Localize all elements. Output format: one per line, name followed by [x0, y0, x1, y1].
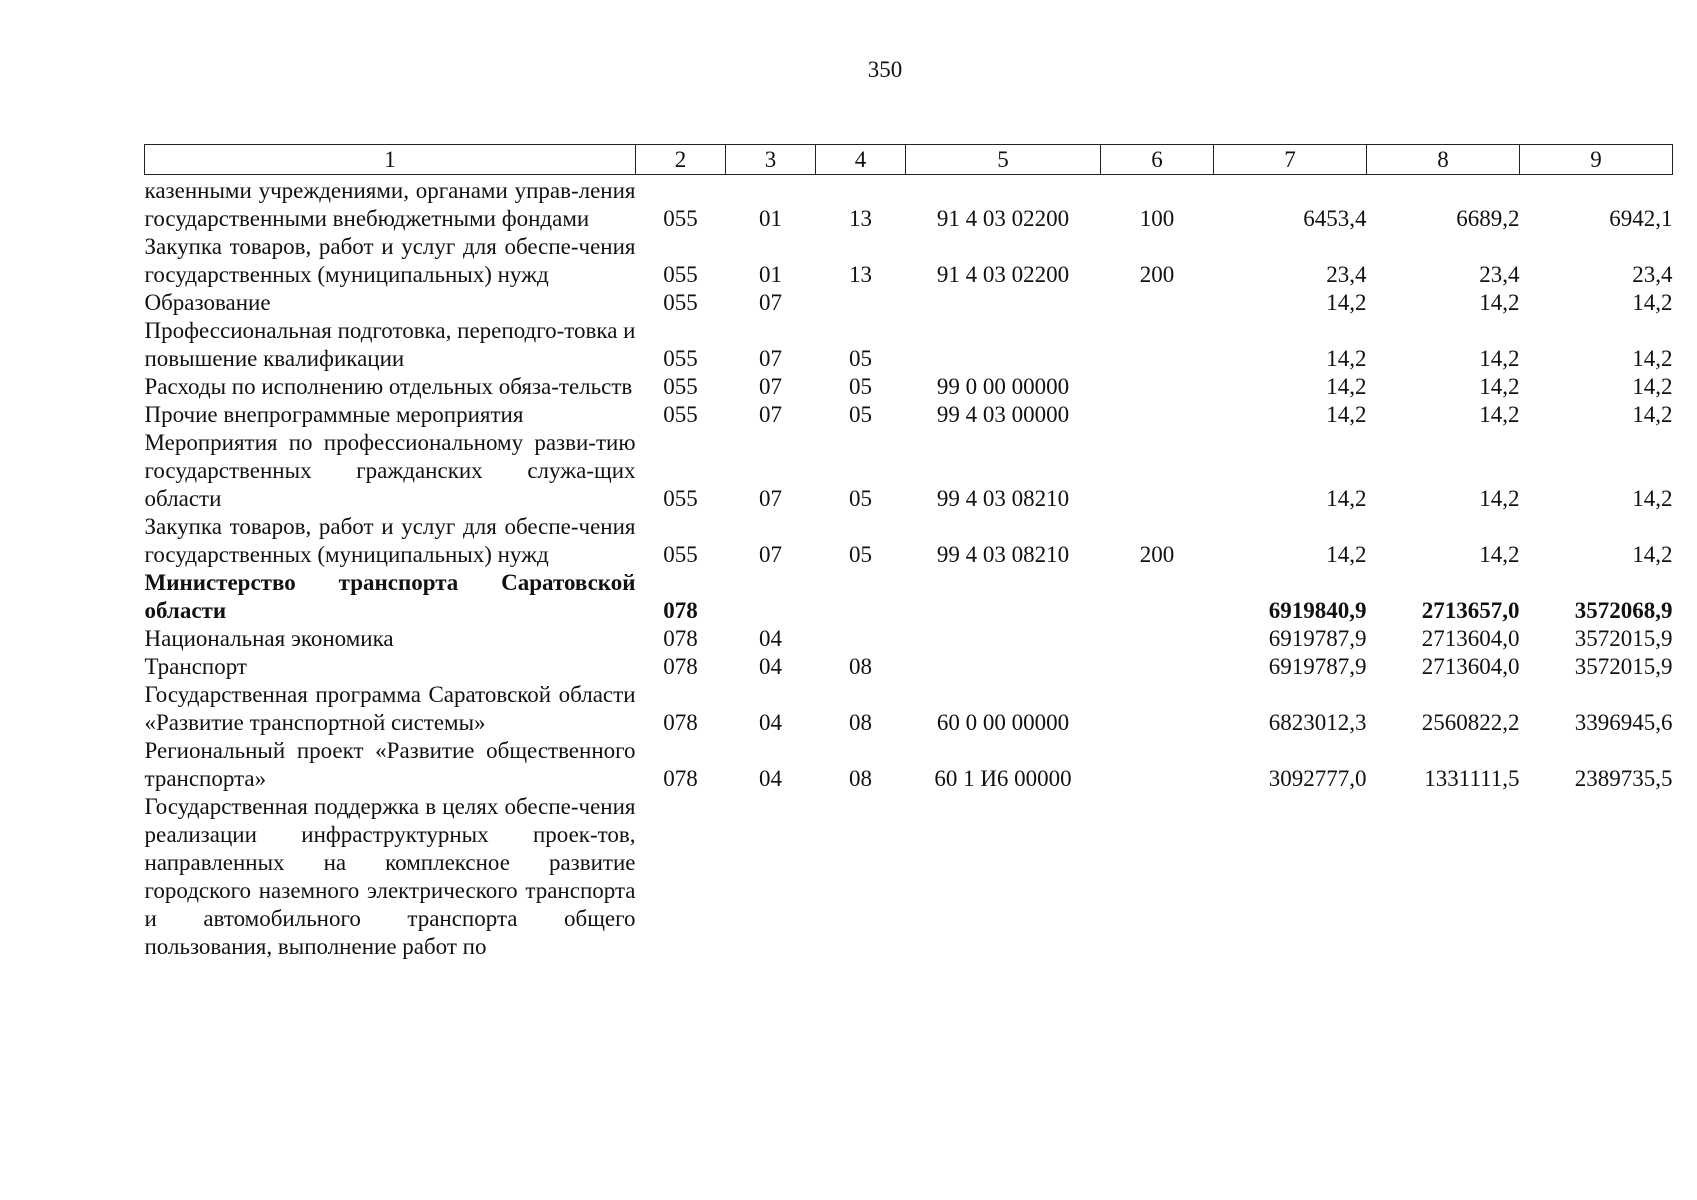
section-code: 01 — [759, 206, 782, 231]
amount-year-2: 2713657,0 — [1421, 598, 1520, 623]
table-row — [145, 793, 1673, 961]
amount-year-1: 6453,4 — [1303, 206, 1367, 231]
section-code: 04 — [759, 626, 782, 651]
amount-year-2: 2713604,0 — [1421, 654, 1520, 679]
table-row — [145, 175, 1673, 234]
table-row — [145, 681, 1673, 737]
row-name: Профессиональная подготовка, переподго-товка и повышение квалификации — [144, 318, 636, 371]
target-article-code — [906, 569, 1101, 625]
section-code: 04 — [759, 654, 782, 679]
ministry-code: 055 — [663, 542, 698, 567]
amount-year-3: 14,2 — [1632, 346, 1673, 371]
amount-year-3: 14,2 — [1632, 486, 1673, 511]
ministry-code: 078 — [663, 766, 698, 791]
subsection-code: 05 — [849, 486, 872, 511]
amount-year-2 — [1367, 793, 1520, 961]
ministry-code: 078 — [663, 710, 698, 735]
amount-year-3: 23,4 — [1632, 262, 1673, 287]
amount-year-3: 3572068,9 — [1574, 598, 1673, 623]
target-article-code — [906, 625, 1101, 653]
section-code: 07 — [759, 346, 782, 371]
subsection-code: 05 — [849, 346, 872, 371]
amount-year-1: 23,4 — [1326, 262, 1367, 287]
row-name: Национальная экономика — [144, 626, 394, 651]
column-header: 2 — [636, 145, 726, 175]
table-row — [145, 289, 1673, 317]
table-row — [145, 513, 1673, 569]
expense-type-code — [1101, 569, 1214, 625]
column-header: 9 — [1520, 145, 1673, 175]
amount-year-2: 14,2 — [1479, 374, 1520, 399]
section-code — [726, 793, 816, 961]
subsection-code — [816, 793, 906, 961]
expense-type-code — [1101, 681, 1214, 737]
expense-type-code — [1101, 289, 1214, 317]
table-row — [145, 233, 1673, 289]
amount-year-2: 6689,2 — [1456, 206, 1520, 231]
expense-type-code — [1101, 793, 1214, 961]
target-article-code — [906, 653, 1101, 681]
row-name: Министерство транспорта Саратовской области — [144, 570, 636, 623]
ministry-code: 078 — [663, 626, 698, 651]
column-header: 7 — [1214, 145, 1367, 175]
table-row — [145, 653, 1673, 681]
table-row — [145, 737, 1673, 793]
expense-type-code: 200 — [1139, 542, 1175, 567]
target-article-code — [906, 317, 1101, 373]
subsection-code: 05 — [849, 542, 872, 567]
row-name: Закупка товаров, работ и услуг для обеспе-чения государственных (муниципальных) нужд — [144, 234, 636, 287]
amount-year-1: 14,2 — [1326, 290, 1367, 315]
amount-year-2: 2713604,0 — [1421, 626, 1520, 651]
ministry-code: 055 — [663, 262, 698, 287]
subsection-code: 08 — [849, 654, 872, 679]
amount-year-1 — [1214, 793, 1367, 961]
amount-year-3: 2389735,5 — [1574, 766, 1673, 791]
amount-year-1: 6919840,9 — [1268, 598, 1367, 623]
column-header: 6 — [1101, 145, 1214, 175]
table-row — [145, 569, 1673, 625]
ministry-code: 078 — [663, 654, 698, 679]
ministry-code: 078 — [663, 598, 698, 623]
amount-year-3: 3396945,6 — [1574, 710, 1673, 735]
target-article-code: 99 4 03 08210 — [936, 486, 1070, 511]
amount-year-1: 14,2 — [1326, 346, 1367, 371]
column-header: 5 — [906, 145, 1101, 175]
row-name: Государственная программа Саратовской области «Развитие транспортной системы» — [144, 682, 636, 735]
amount-year-3: 14,2 — [1632, 290, 1673, 315]
amount-year-2: 14,2 — [1479, 402, 1520, 427]
row-name: Государственная поддержка в целях обеспе-чения реализации инфраструктурных проек-тов, направленных на комплексное развитие городского наземного электрического транспорта и автомобильного транспорта общего пользования, выполнение работ по — [144, 794, 636, 959]
ministry-code: 055 — [663, 290, 698, 315]
expense-type-code — [1101, 317, 1214, 373]
amount-year-2: 2560822,2 — [1421, 710, 1520, 735]
row-name: Мероприятия по профессиональному разви-тию государственных гражданских служа-щих области — [144, 430, 636, 511]
table-row — [145, 317, 1673, 373]
target-article-code: 99 0 00 00000 — [936, 374, 1070, 399]
subsection-code: 05 — [849, 374, 872, 399]
subsection-code: 05 — [849, 402, 872, 427]
target-article-code: 91 4 03 02200 — [936, 262, 1070, 287]
amount-year-1: 6919787,9 — [1268, 626, 1367, 651]
budget-table — [144, 144, 1673, 961]
section-code: 07 — [759, 374, 782, 399]
table-row — [145, 401, 1673, 429]
amount-year-3: 3572015,9 — [1574, 654, 1673, 679]
table-header-row — [145, 145, 1673, 175]
column-header: 1 — [145, 145, 636, 175]
expense-type-code: 100 — [1139, 206, 1175, 231]
amount-year-3: 6942,1 — [1609, 206, 1673, 231]
section-code: 07 — [759, 402, 782, 427]
section-code — [726, 569, 816, 625]
target-article-code: 91 4 03 02200 — [936, 206, 1070, 231]
section-code: 07 — [759, 290, 782, 315]
target-article-code — [906, 289, 1101, 317]
expense-type-code — [1101, 429, 1214, 513]
target-article-code — [906, 793, 1101, 961]
expense-type-code — [1101, 737, 1214, 793]
expense-type-code: 200 — [1139, 262, 1175, 287]
amount-year-1: 14,2 — [1326, 486, 1367, 511]
amount-year-3: 3572015,9 — [1574, 626, 1673, 651]
row-name: Региональный проект «Развитие общественного транспорта» — [144, 738, 636, 791]
ministry-code: 055 — [663, 206, 698, 231]
target-article-code: 60 0 00 00000 — [936, 710, 1070, 735]
amount-year-2: 1331111,5 — [1424, 766, 1520, 791]
amount-year-2: 14,2 — [1479, 290, 1520, 315]
ministry-code: 055 — [663, 346, 698, 371]
amount-year-3 — [1520, 793, 1673, 961]
amount-year-3: 14,2 — [1632, 402, 1673, 427]
target-article-code: 60 1 И6 00000 — [934, 766, 1072, 791]
table-row — [145, 429, 1673, 513]
expense-type-code — [1101, 653, 1214, 681]
expense-type-code — [1101, 625, 1214, 653]
expense-type-code — [1101, 373, 1214, 401]
subsection-code: 08 — [849, 710, 872, 735]
section-code: 04 — [759, 766, 782, 791]
subsection-code — [816, 289, 906, 317]
amount-year-2: 23,4 — [1479, 262, 1520, 287]
section-code: 07 — [759, 486, 782, 511]
ministry-code: 055 — [663, 486, 698, 511]
row-name: Прочие внепрограммные мероприятия — [144, 402, 524, 427]
amount-year-1: 3092777,0 — [1268, 766, 1367, 791]
page-number: 350 — [867, 57, 903, 82]
amount-year-1: 14,2 — [1326, 542, 1367, 567]
table-row — [145, 625, 1673, 653]
row-name: Транспорт — [144, 654, 247, 679]
amount-year-1: 6823012,3 — [1268, 710, 1367, 735]
section-code: 07 — [759, 542, 782, 567]
amount-year-2: 14,2 — [1479, 346, 1520, 371]
subsection-code: 08 — [849, 766, 872, 791]
amount-year-1: 6919787,9 — [1268, 654, 1367, 679]
row-name: Расходы по исполнению отдельных обяза-тельств — [144, 374, 633, 399]
amount-year-1: 14,2 — [1326, 374, 1367, 399]
column-header: 3 — [726, 145, 816, 175]
row-name: Образование — [144, 290, 271, 315]
amount-year-2: 14,2 — [1479, 486, 1520, 511]
amount-year-2: 14,2 — [1479, 542, 1520, 567]
amount-year-3: 14,2 — [1632, 542, 1673, 567]
expense-type-code — [1101, 401, 1214, 429]
column-header: 8 — [1367, 145, 1520, 175]
ministry-code — [636, 793, 726, 961]
amount-year-3: 14,2 — [1632, 374, 1673, 399]
row-name: казенными учреждениями, органами управ-ления государственными внебюджетными фондами — [144, 178, 636, 231]
amount-year-1: 14,2 — [1326, 402, 1367, 427]
section-code: 01 — [759, 262, 782, 287]
subsection-code: 13 — [849, 262, 872, 287]
table-row — [145, 373, 1673, 401]
target-article-code: 99 4 03 00000 — [936, 402, 1070, 427]
ministry-code: 055 — [663, 402, 698, 427]
column-header: 4 — [816, 145, 906, 175]
section-code: 04 — [759, 710, 782, 735]
target-article-code: 99 4 03 08210 — [936, 542, 1070, 567]
row-name: Закупка товаров, работ и услуг для обеспе-чения государственных (муниципальных) нужд — [144, 514, 636, 567]
ministry-code: 055 — [663, 374, 698, 399]
subsection-code — [816, 625, 906, 653]
subsection-code — [816, 569, 906, 625]
subsection-code: 13 — [849, 206, 872, 231]
